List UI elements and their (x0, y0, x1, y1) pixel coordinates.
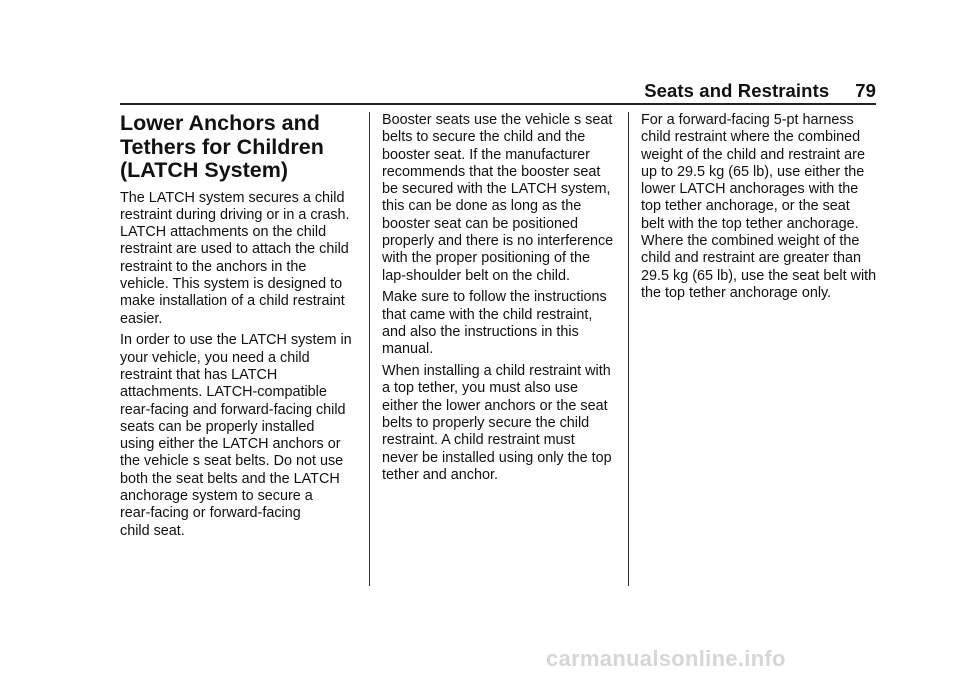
column-1 (120, 112, 356, 544)
text-line: and also the instructions in this (382, 324, 579, 341)
text-line: restraint to the anchors in the (120, 258, 307, 275)
text-line: the vehicle s seat belts. Do not use (120, 453, 344, 470)
text-line: restraint that has LATCH (120, 366, 278, 383)
text-line: either the lower anchors or the seat (382, 397, 608, 414)
text-line: lower LATCH anchorages with the (641, 181, 859, 198)
text-line: restraint during driving or in a crash. (120, 206, 350, 223)
text-line: 29.5 kg (65 lb), use the seat belt with (641, 267, 877, 284)
text-line: both the seat belts and the LATCH (120, 470, 340, 487)
watermark: carmanualsonline.info (546, 646, 786, 671)
text-line: a top tether, you must also use (382, 380, 578, 397)
text-line: easier. (120, 310, 163, 327)
paragraph (382, 112, 618, 285)
text-line: your vehicle, you need a child (120, 349, 310, 366)
paragraph (120, 190, 356, 328)
text-line: restraint are used to attach the child (120, 241, 349, 258)
text-line: LATCH attachments on the child (120, 224, 327, 241)
text-line: belt with the top tether anchorage. (641, 215, 859, 232)
text-line: tether and anchor. (382, 466, 499, 483)
text-line: with the proper positioning of the (382, 250, 590, 267)
running-header (0, 80, 876, 102)
text-line: Where the combined weight of the (641, 233, 860, 250)
text-line: lap-shoulder belt on the child. (382, 267, 570, 284)
text-line: The LATCH system secures a child (120, 189, 345, 206)
text-line: child and restraint are greater than (641, 250, 861, 267)
text-line: booster seat can be positioned (382, 215, 579, 232)
text-line: top tether anchorage, or the seat (641, 198, 850, 215)
text-line: make installation of a child restraint (120, 293, 345, 310)
text-line: belts to properly secure the child (382, 415, 590, 432)
text-line: anchorage system to secure a (120, 488, 313, 505)
text-line: manual. (382, 341, 434, 358)
paragraph (641, 112, 877, 302)
text-line: using either the LATCH anchors or (120, 436, 341, 453)
text-line: Booster seats use the vehicle s seat (382, 112, 613, 128)
text-line: Make sure to follow the instructions (382, 289, 607, 306)
column-3 (641, 112, 877, 307)
text-line: attachments. LATCH-compatible (120, 384, 327, 401)
text-line: booster seat. If the manufacturer (382, 146, 590, 163)
text-line: never be installed using only the top (382, 449, 612, 466)
text-line: restraint. A child restraint must (382, 432, 575, 449)
column-2 (382, 112, 618, 489)
column-divider (369, 112, 370, 586)
heading-line: (LATCH System) (120, 158, 289, 182)
text-line: recommends that the booster seat (382, 163, 601, 180)
paragraph (120, 332, 356, 540)
text-line: the top tether anchorage only. (641, 284, 832, 301)
text-line: rear-facing and forward-facing child (120, 401, 346, 418)
text-line: In order to use the LATCH system in (120, 332, 352, 349)
text-line: child restraint where the combined (641, 129, 861, 146)
text-line: up to 29.5 kg (65 lb), use either the (641, 163, 865, 180)
text-line: When installing a child restraint with (382, 363, 611, 380)
heading-line: Lower Anchors and (120, 111, 320, 135)
column-divider (628, 112, 629, 586)
text-line: weight of the child and restraint are (641, 146, 865, 163)
header-rule (120, 103, 876, 105)
text-line: that came with the child restraint, (382, 306, 593, 323)
text-line: be secured with the LATCH system, (382, 181, 611, 198)
heading-line: Tethers for Children (120, 134, 324, 159)
text-line: belts to secure the child and the (382, 129, 586, 146)
text-line: properly and there is no interference (382, 233, 614, 250)
text-line: this can be done as long as the (382, 198, 582, 215)
text-line: For a forward-facing 5-pt harness (641, 112, 854, 128)
text-line: vehicle. This system is designed to (120, 275, 343, 292)
text-line: rear-facing or forward-facing (120, 505, 301, 522)
section-heading (120, 112, 356, 183)
page-number: 79 (855, 80, 876, 101)
text-line: child seat. (120, 522, 185, 539)
section-title: Seats and Restraints (644, 80, 830, 101)
text-line: seats can be properly installed (120, 418, 315, 435)
paragraph (382, 363, 618, 484)
paragraph (382, 289, 618, 358)
